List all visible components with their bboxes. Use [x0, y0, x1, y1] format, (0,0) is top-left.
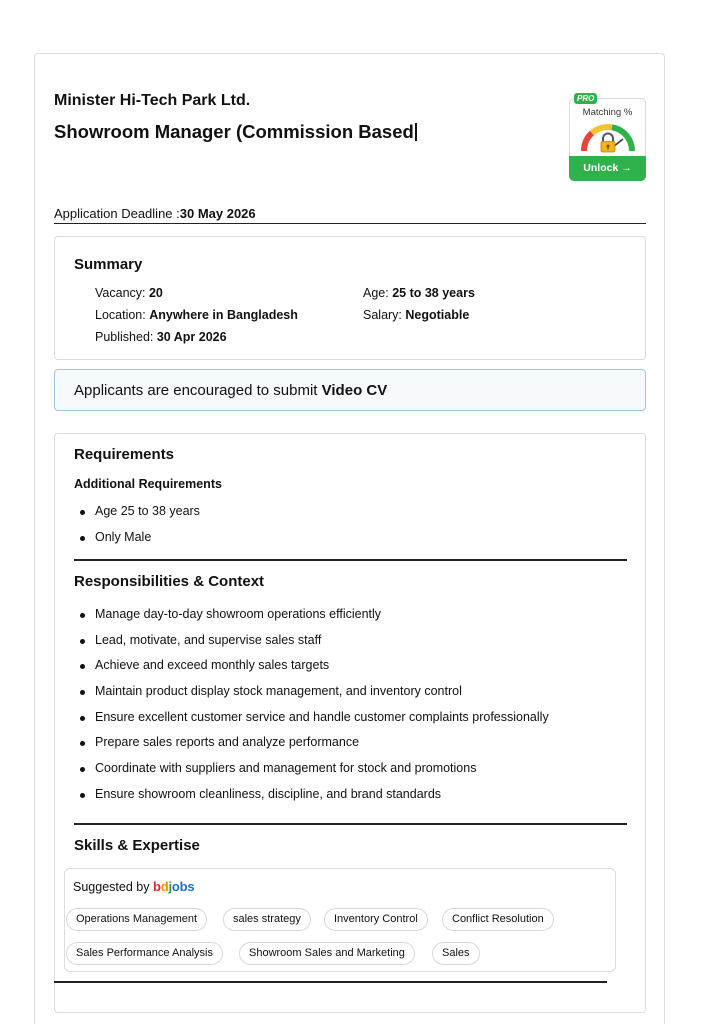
matching-label: Matching % — [582, 107, 633, 118]
list-item: Prepare sales reports and analyze performance — [95, 735, 549, 761]
section-divider — [74, 823, 627, 825]
requirements-title: Requirements — [74, 446, 175, 463]
list-item: Achieve and exceed monthly sales targets — [95, 658, 549, 684]
skill-chip[interactable]: Sales Performance Analysis — [66, 942, 223, 965]
deadline-value: 30 May 2026 — [179, 206, 256, 221]
additional-requirements-title: Additional Requirements — [74, 477, 222, 491]
vacancy-value: 20 — [148, 286, 163, 300]
job-title-text: Showroom Manager (Commission Based — [54, 121, 414, 142]
summary-section — [54, 236, 646, 360]
unlock-button[interactable]: Unlock → — [569, 156, 646, 181]
suggested-by-line — [73, 879, 194, 894]
skill-chip[interactable]: Showroom Sales and Marketing — [239, 942, 415, 965]
application-deadline — [54, 206, 646, 224]
job-title — [54, 121, 417, 143]
text-cursor — [415, 123, 417, 141]
location-label: Location: — [95, 308, 146, 322]
age-field — [363, 286, 475, 300]
list-item: Only Male — [95, 530, 200, 556]
matching-gauge — [579, 121, 637, 153]
location-value: Anywhere in Bangladesh — [149, 308, 298, 322]
salary-value: Negotiable — [405, 308, 470, 322]
vacancy-field — [95, 286, 163, 300]
matching-widget[interactable] — [569, 94, 646, 180]
bdjobs-logo: bdjobs — [152, 879, 195, 894]
suggested-by-label: Suggested by — [73, 880, 150, 894]
skill-chip[interactable]: sales strategy — [223, 908, 311, 931]
job-details-card — [34, 53, 665, 1024]
list-item: Ensure excellent customer service and handle customer complaints professionally — [95, 710, 549, 736]
published-value: 30 Apr 2026 — [156, 330, 227, 344]
video-cv-text: Applicants are encouraged to submit — [74, 382, 318, 399]
list-item: Ensure showroom cleanliness, discipline, and brand standards — [95, 787, 549, 813]
published-label: Published: — [95, 330, 154, 344]
requirements-list — [95, 504, 200, 556]
salary-label: Salary: — [363, 308, 402, 322]
responsibilities-list — [95, 607, 549, 813]
age-label: Age: — [363, 286, 389, 300]
section-divider — [54, 981, 607, 983]
skills-title: Skills & Expertise — [74, 837, 200, 854]
suggested-skills-box — [64, 868, 616, 972]
list-item: Coordinate with suppliers and management for stock and promotions — [95, 761, 549, 787]
video-cv-notice — [54, 369, 646, 411]
list-item: Maintain product display stock management, and inventory control — [95, 684, 549, 710]
section-divider — [74, 559, 627, 561]
pro-badge: PRO — [574, 93, 597, 104]
skill-chip[interactable]: Operations Management — [66, 908, 207, 931]
list-item: Manage day-to-day showroom operations efficiently — [95, 607, 549, 633]
lock-icon — [601, 134, 615, 153]
age-value: 25 to 38 years — [392, 286, 475, 300]
summary-title: Summary — [74, 256, 143, 273]
requirements-section — [54, 433, 646, 1013]
responsibilities-title: Responsibilities & Context — [74, 573, 265, 590]
published-field — [95, 330, 227, 344]
vacancy-label: Vacancy: — [95, 286, 146, 300]
skill-chip[interactable]: Sales — [432, 942, 480, 965]
list-item: Lead, motivate, and supervise sales staff — [95, 633, 549, 659]
salary-field — [363, 308, 469, 322]
video-cv-highlight: Video CV — [321, 382, 388, 399]
location-field — [95, 308, 298, 322]
company-name[interactable]: Minister Hi-Tech Park Ltd. — [54, 92, 251, 109]
skill-chip[interactable]: Inventory Control — [324, 908, 428, 931]
list-item: Age 25 to 38 years — [95, 504, 200, 530]
skill-chip[interactable]: Conflict Resolution — [442, 908, 554, 931]
deadline-label: Application Deadline : — [54, 206, 180, 221]
